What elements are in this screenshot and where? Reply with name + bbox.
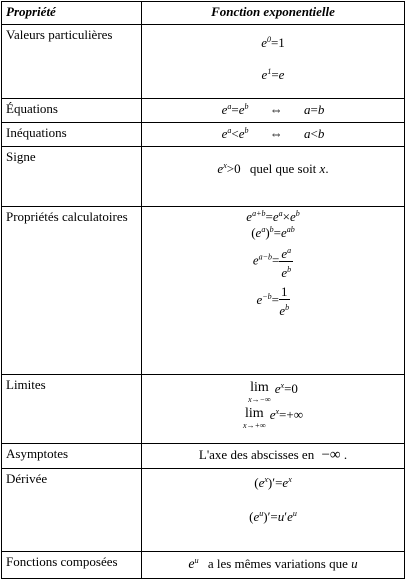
row-derivee-formula: $(e^x)'=e^x$ $(e^u)'=u'e^u$ — [142, 469, 405, 552]
asymptotes-text: L'axe des abscisses en — [198, 447, 315, 463]
signe-var: x — [319, 160, 326, 176]
row-limites-label: Limites — [2, 374, 142, 443]
signe-text: quel que soit — [249, 160, 317, 176]
row-limites-formula: lim x→−∞ $e^x=0$ lim x→+∞ $e^x=+\infty$ — [142, 374, 405, 443]
row-asymptotes-label: Asymptotes — [2, 444, 142, 469]
row-proprietes-formula: $e^{a+b}=e^a\times e^b$ $(e^a)^b=e^{ab}$ $e^{a-b}=$ $\frac{e^a}{e^b}$ $e^{-b}=$ $\frac{1}{e^b}$ — [142, 207, 405, 375]
row-signe — [2, 146, 405, 206]
asymptotes-dot: . — [343, 447, 348, 463]
row-inequations-formula: $e^a<e^b$ ⇔ a<b — [142, 123, 405, 147]
row-proprietes — [2, 207, 405, 375]
header-property: Propriété — [2, 2, 142, 25]
table-header — [2, 2, 405, 25]
row-inequations — [2, 123, 405, 147]
row-proprietes-label: Propriétés calculatoires — [2, 207, 142, 375]
asymptotes-value: −∞ — [321, 447, 341, 464]
row-composees — [2, 551, 405, 578]
properties-table — [1, 1, 405, 579]
row-equations-label: Équations — [2, 99, 142, 123]
composees-text: a les mêmes variations que — [207, 555, 348, 571]
row-signe-label: Signe — [2, 146, 142, 206]
row-valeurs-label: Valeurs particulières — [2, 24, 142, 99]
equivalence-symbol: ⇔ — [269, 126, 283, 142]
lim-word: lim — [250, 379, 269, 395]
row-composees-label: Fonctions composées — [2, 551, 142, 578]
row-derivee — [2, 469, 405, 552]
row-limites — [2, 374, 405, 443]
row-composees-formula: $e^u$ a les mêmes variations que u — [142, 551, 405, 578]
lim-word: lim — [245, 405, 264, 421]
composees-var: u — [351, 555, 358, 571]
row-equations-formula: $e^a=e^b$ ⇔ a=b — [142, 99, 405, 123]
row-valeurs — [2, 24, 405, 99]
row-asymptotes-formula — [142, 444, 405, 469]
row-equations — [2, 99, 405, 123]
equivalence-symbol: ⇔ — [269, 102, 283, 118]
header-function: Fonction exponentielle — [142, 2, 405, 25]
signe-dot: . — [325, 160, 329, 176]
lim-sub-minus: x→−∞ — [248, 394, 271, 404]
row-signe-formula: $e^x>0$ quel que soit x. — [142, 146, 405, 206]
lim-sub-plus: x→+∞ — [243, 420, 266, 430]
row-derivee-label: Dérivée — [2, 469, 142, 552]
row-valeurs-formula: $e^0=1$ $e^1=e$ — [142, 24, 405, 99]
row-asymptotes — [2, 444, 405, 469]
row-inequations-label: Inéquations — [2, 123, 142, 147]
